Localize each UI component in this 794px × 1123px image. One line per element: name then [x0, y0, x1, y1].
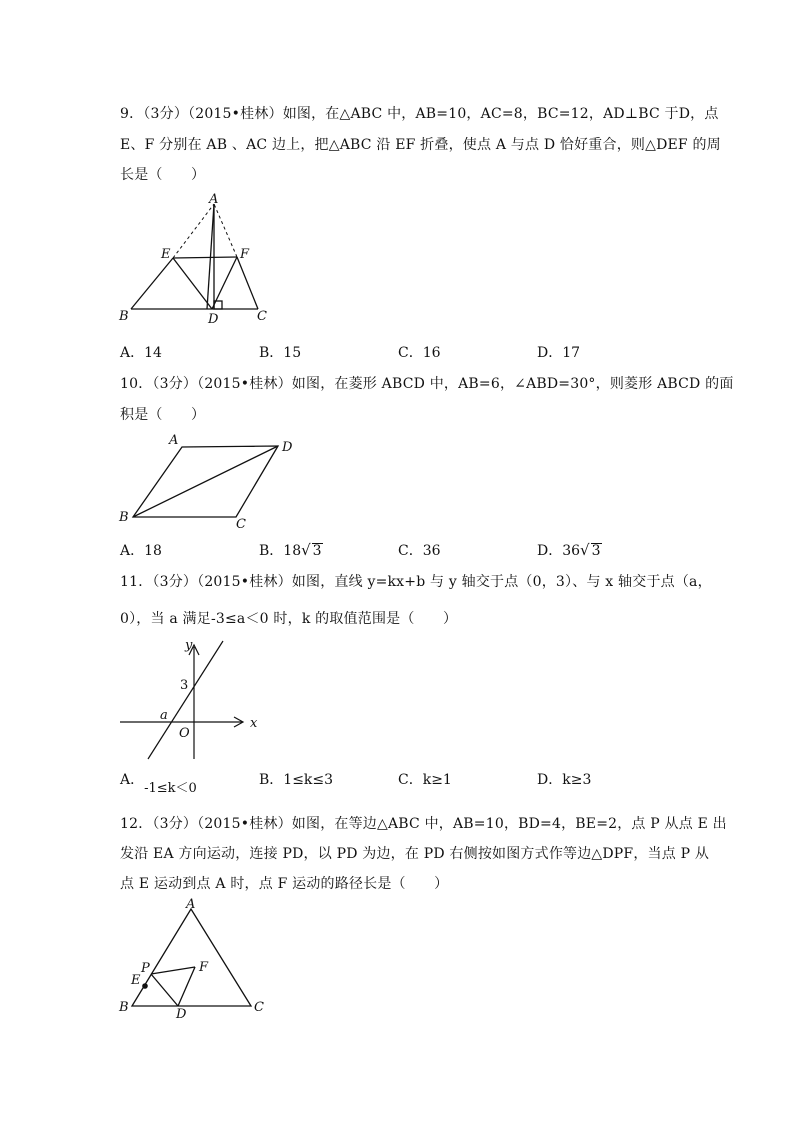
q10-option-c: C．36	[398, 543, 441, 559]
q12-label-E: E	[131, 973, 141, 988]
q9-label-B: B	[119, 309, 129, 324]
q10-stem-line-2: 积是（ ）	[120, 407, 206, 423]
q11-option-d: D．k≥3	[537, 772, 592, 788]
q11-option-a-letter: A．	[120, 772, 145, 788]
q10-label-C: C	[236, 517, 246, 530]
q10-option-b-prefix: B．18	[259, 543, 302, 559]
q12-label-B: B	[119, 1000, 129, 1015]
q9-label-F: F	[240, 247, 250, 262]
q12-stem-line-1: 12．（3分）（2015•桂林）如图，在等边△ABC 中，AB=10，BD=4，BE=2，点 P 从点 E 出	[120, 816, 727, 832]
q11-stem-line-2: 0），当 a 满足-3≤a＜0 时，k 的取值范围是（ ）	[120, 611, 458, 627]
q9-stem-line-2: E、F 分别在 AB 、AC 边上，把△ABC 沿 EF 折叠，使点 A 与点 D 恰好重合，则△DEF 的周	[120, 137, 721, 153]
q11-option-a-value: -1≤k＜0	[144, 781, 197, 796]
q10-rhombus-figure	[110, 430, 310, 530]
q12-label-A: A	[186, 897, 196, 912]
q9-option-a: A．14	[120, 345, 162, 361]
q12-stem-line-3: 点 E 运动到点 A 时，点 F 运动的路径长是（ ）	[120, 876, 449, 892]
q10-option-b	[259, 540, 323, 560]
q10-label-B: B	[119, 510, 129, 525]
q10-option-b-radicand: 3	[312, 543, 322, 559]
q10-option-d-prefix: D．36	[537, 543, 581, 559]
q11-coordinate-figure	[110, 635, 270, 765]
q11-label-O: O	[179, 726, 190, 741]
q12-point-E	[142, 983, 148, 989]
q9-option-b: B．15	[259, 345, 302, 361]
q9-label-E: E	[161, 247, 171, 262]
q10-option-d	[537, 540, 602, 560]
q12-label-D: D	[176, 1007, 187, 1022]
q12-stem-line-2: 发沿 EA 方向运动，连接 PD，以 PD 为边，在 PD 右侧按如图方式作等边△DPF，当点 P 从	[120, 846, 710, 862]
q9-option-c: C．16	[398, 345, 441, 361]
q12-equilateral-figure	[110, 895, 285, 1025]
q10-option-d-radicand: 3	[591, 543, 601, 559]
q12-label-F: F	[199, 960, 209, 975]
q11-option-a	[120, 769, 197, 796]
q11-label-a: a	[160, 708, 168, 723]
q11-label-3: 3	[180, 678, 189, 693]
q9-triangle-figure	[110, 192, 280, 327]
q9-option-d: D．17	[537, 345, 581, 361]
q9-label-C: C	[257, 309, 267, 324]
q10-label-A: A	[169, 433, 179, 448]
sqrt-icon: √	[580, 541, 590, 559]
q10-option-a: A．18	[120, 543, 162, 559]
q11-label-x: x	[250, 716, 258, 731]
sqrt-icon: √	[301, 541, 311, 559]
q11-option-c: C．k≥1	[398, 772, 452, 788]
q11-stem-line-1: 11．（3分）（2015•桂林）如图，直线 y=kx+b 与 y 轴交于点（0，3）、与 x 轴交于点（a，	[120, 574, 712, 590]
q9-stem-line-3: 长是（ ）	[120, 167, 206, 183]
q11-option-b: B．1≤k≤3	[259, 772, 334, 788]
q9-label-D: D	[208, 312, 219, 327]
q10-label-D: D	[282, 440, 293, 455]
q12-label-C: C	[254, 1000, 264, 1015]
q11-label-y: y	[185, 638, 193, 653]
q9-label-A: A	[209, 192, 219, 207]
q9-stem-line-1: 9．（3分）（2015•桂林）如图，在△ABC 中，AB=10，AC=8，BC=12，AD⊥BC 于D，点	[120, 106, 719, 122]
q10-stem-line-1: 10．（3分）（2015•桂林）如图，在菱形 ABCD 中，AB=6，∠ABD=30°，则菱形 ABCD 的面	[120, 376, 734, 392]
q12-label-P: P	[141, 961, 150, 976]
